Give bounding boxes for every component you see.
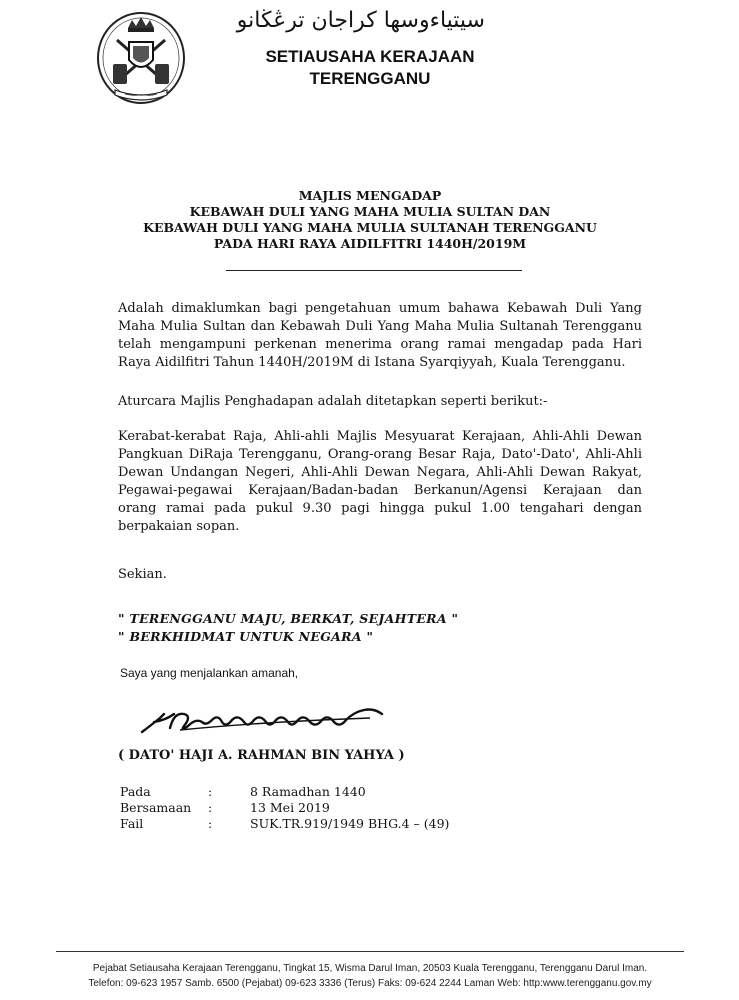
paragraph-line: Adalah dimaklumkan bagi pengetahuan umum bahawa Kebawah Duli Yang bbox=[118, 301, 642, 316]
paragraph-line: berpakaian sopan. bbox=[118, 519, 240, 534]
footer-line-2: Telefon: 09-623 1957 Samb. 6500 (Pejabat) 09-623 3336 (Terus) Faks: 09-624 2244 Laman Web: http:www.terengganu.gov.my bbox=[88, 978, 652, 989]
detail-row bbox=[120, 800, 500, 816]
detail-label: Bersamaan bbox=[120, 800, 192, 815]
paragraph-line: Kerabat-kerabat Raja, Ahli-ahli Majlis Mesyuarat Kerajaan, Ahli-Ahli Dewan bbox=[118, 429, 642, 444]
paragraph-line: Maha Mulia Sultan dan Kebawah Duli Yang Maha Mulia Sultanah Terengganu bbox=[118, 319, 642, 334]
sign-off-phrase: Saya yang menjalankan amanah, bbox=[120, 666, 299, 680]
closing-text bbox=[118, 566, 642, 584]
paragraph-line: Pegawai-pegawai Kerajaan/Badan-badan Berkanun/Agensi Kerajaan dan bbox=[118, 483, 642, 498]
footer-address bbox=[56, 961, 684, 991]
closing-line: Sekian. bbox=[118, 567, 167, 582]
signer-name: ( DATO' HAJI A. RAHMAN BIN YAHYA ) bbox=[118, 748, 405, 763]
paragraph-line: Dewan Undangan Negeri, Ahli-Ahli Dewan Negara, Ahli-Ahli Dewan Rakyat, bbox=[118, 465, 642, 480]
handwritten-signature bbox=[140, 692, 390, 742]
detail-colon: : bbox=[208, 800, 213, 815]
jawi-heading: سيتياءوسها كراجان ترڠڬانو bbox=[236, 8, 485, 33]
organization-name bbox=[255, 46, 485, 90]
detail-value: 13 Mei 2019 bbox=[250, 800, 330, 815]
paragraph-line: orang ramai pada pukul 9.30 pagi hingga pukul 1.00 tengahari dengan bbox=[118, 501, 642, 516]
paragraph-line: telah mengampuni perkenan menerima orang ramai mengadap pada Hari bbox=[118, 337, 642, 352]
reference-details bbox=[120, 784, 500, 832]
footer-line-1: Pejabat Setiausaha Kerajaan Terengganu, Tingkat 15, Wisma Darul Iman, 20503 Kuala Terengganu, Terengganu Darul Iman. bbox=[92, 963, 648, 974]
detail-colon: : bbox=[208, 816, 213, 831]
slogan-line-1: " TERENGGANU MAJU, BERKAT, SEJAHTERA " bbox=[118, 611, 459, 626]
detail-row bbox=[120, 784, 500, 800]
paragraph-program-intro bbox=[118, 393, 642, 411]
detail-row bbox=[120, 816, 500, 832]
title-line-1: MAJLIS MENGADAP bbox=[298, 188, 442, 203]
detail-value: 8 Ramadhan 1440 bbox=[250, 784, 366, 799]
announcement-title bbox=[120, 188, 620, 252]
paragraph-announcement bbox=[118, 300, 642, 372]
org-line-2: TERENGGANU bbox=[309, 69, 431, 88]
paragraph-attendees bbox=[118, 428, 642, 536]
detail-label: Pada bbox=[120, 784, 151, 799]
title-line-4: PADA HARI RAYA AIDILFITRI 1440H/2019M bbox=[213, 236, 527, 251]
slogans bbox=[118, 610, 518, 646]
title-divider bbox=[226, 270, 522, 271]
org-line-1: SETIAUSAHA KERAJAAN bbox=[265, 47, 475, 66]
title-line-3: KEBAWAH DULI YANG MAHA MULIA SULTANAH TERENGGANU bbox=[143, 220, 597, 235]
title-line-2: KEBAWAH DULI YANG MAHA MULIA SULTAN DAN bbox=[189, 204, 551, 219]
footer-divider bbox=[56, 951, 684, 952]
paragraph-line: Raya Aidilfitri Tahun 1440H/2019M di Istana Syarqiyyah, Kuala Terengganu. bbox=[118, 355, 626, 370]
paragraph-line: Pangkuan DiRaja Terengganu, Orang-orang Besar Raja, Dato'-Dato', Ahli-Ahli bbox=[118, 447, 642, 462]
slogan-line-2: " BERKHIDMAT UNTUK NEGARA " bbox=[118, 629, 374, 644]
paragraph-line: Aturcara Majlis Penghadapan adalah ditetapkan seperti berikut:- bbox=[118, 394, 548, 409]
detail-label: Fail bbox=[120, 816, 144, 831]
detail-colon: : bbox=[208, 784, 213, 799]
detail-value: SUK.TR.919/1949 BHG.4 – (49) bbox=[250, 816, 450, 831]
state-crest-icon bbox=[95, 10, 187, 106]
